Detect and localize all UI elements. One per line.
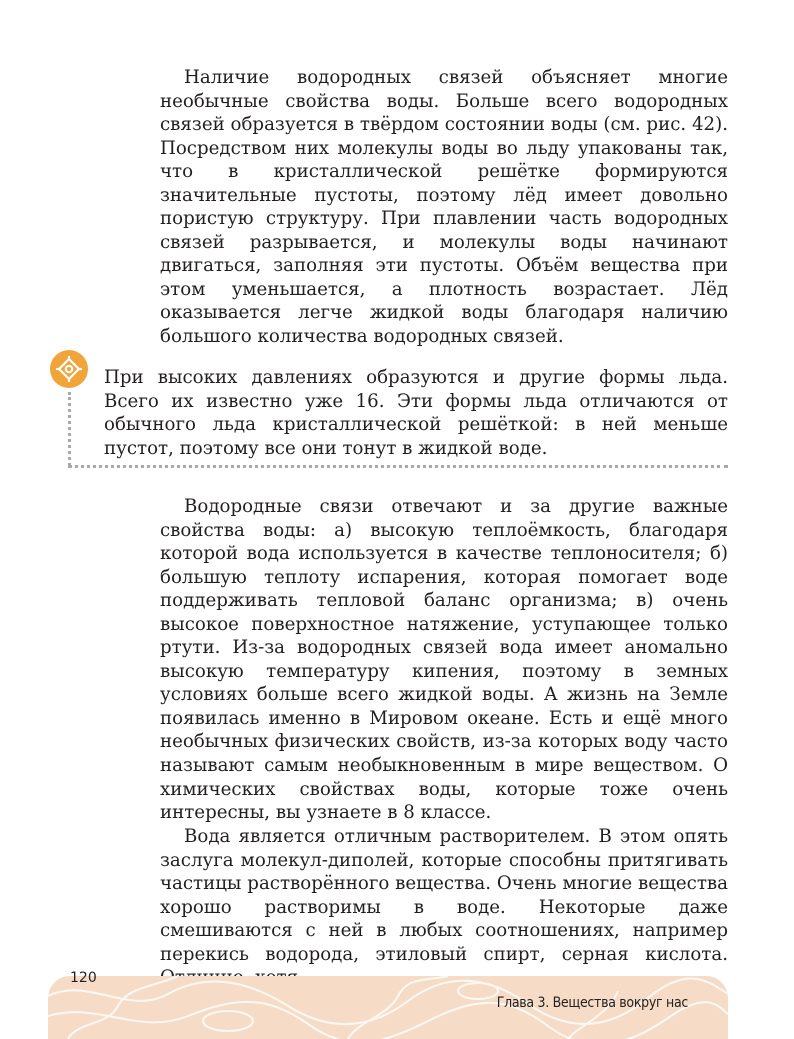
interesting-fact-icon	[50, 350, 88, 388]
diamond-icon	[50, 350, 88, 388]
paragraph-water-properties: Водородные связи отвечают и за другие важные свойства воды: а) высокую теплоёмкость, благодаря которой вода используется в качестве теплоносителя; б) большую теплоту испарения, которая помогает воде поддерживать тепловой баланс организма; в) очень высокое поверхностное натяжение, уступающее только ртути. Из-за водородных связей вода имеет аномально высокую температуру кипения, поэтому в земных условиях больше всего жидкой воды. А жизнь на Земле появилась именно в Мировом океане. Есть и ещё много необычных физических свойств, из-за которых воду часто называют самым необыкновенным в мире веществом. О химических свойствах воды, которые тоже очень интересны, вы узнаете в 8 классе.	[160, 496, 728, 824]
chapter-title: Глава 3. Вещества вокруг нас	[496, 995, 688, 1011]
page-number: 120	[70, 970, 97, 986]
note-divider-vertical	[68, 392, 71, 466]
paragraph-ice-structure: Наличие водородных связей объясняет многие необычные свойства воды. Больше всего водородных связей образуется в твёрдом состоянии воды (см. рис. 42). Посредством них молекулы воды во льду упакованы так, что в кристаллической решётке формируются значительные пустоты, поэтому лёд имеет довольно пористую структуру. При плавлении часть водородных связей разрывается, и молекулы воды начинают двигаться, заполняя эти пустоты. Объём вещества при этом уменьшается, а плотность возрастает. Лёд оказывается легче жидкой воды благодаря наличию большого количества водородных связей.	[160, 67, 728, 348]
note-divider-horizontal	[68, 465, 728, 468]
note-text: При высоких давлениях образуются и другие формы льда. Всего их известно уже 16. Эти формы льда отличаются от обычного льда кристаллической решёткой: в ней меньше пустот, поэтому все они тонут в жидкой воде.	[104, 367, 728, 459]
paragraph-solvent: Вода является отличным растворителем. В этом опять заслуга молекул-диполей, которые способны притягивать частицы растворённого вещества. Очень многие вещества хорошо растворимы в воде. Некоторые даже смешиваются с ней в любых соотношениях, например перекись водорода, этиловый спирт, серная кислота.	[160, 826, 728, 965]
